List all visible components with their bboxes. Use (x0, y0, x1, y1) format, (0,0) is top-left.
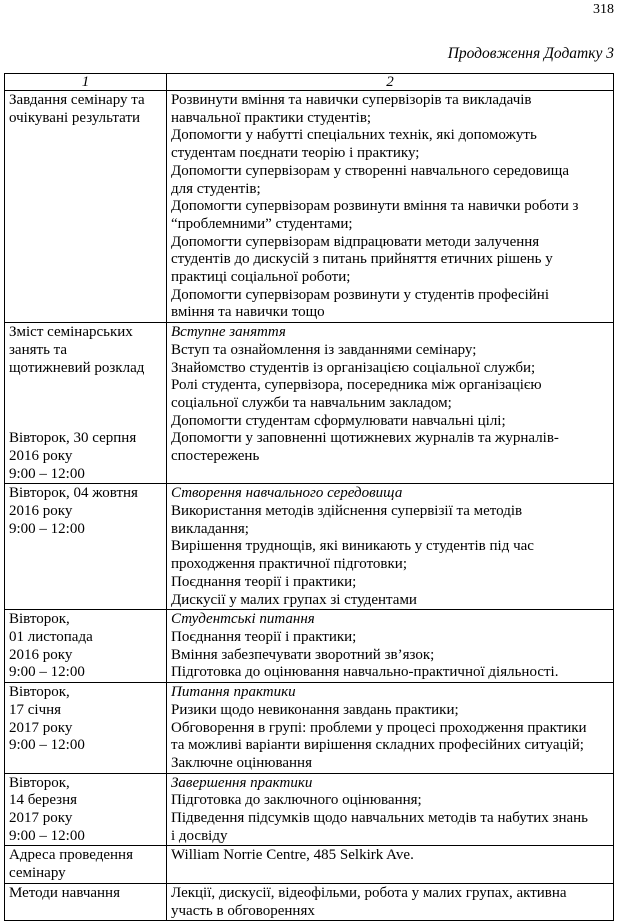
content-line: Підведення підсумків щодо навчальних методів та набутих знань (171, 810, 589, 827)
session-title: Студентські питання (171, 611, 315, 628)
table-row-session-4 (5, 683, 614, 774)
content-line: Заключне оцінювання (171, 754, 312, 771)
label-line: щотижневий розклад (9, 359, 145, 376)
address-text: William Norrie Centre, 485 Selkirk Ave. (171, 847, 414, 864)
row-content (167, 610, 614, 683)
date-line: 14 березня (9, 792, 78, 809)
row-content (167, 323, 614, 484)
content-line: студентам поєднати теорію і практику; (171, 145, 420, 162)
content-line: Дискусії у малих групах зі студентами (171, 591, 417, 608)
content-line: Ролі студента, супервізора, посередника між організацією (171, 377, 542, 394)
row-content (167, 883, 614, 920)
content-line: “проблемними” студентами; (171, 215, 353, 232)
row-label (5, 484, 167, 610)
content-line: для студентів; (171, 180, 261, 197)
row-content (167, 484, 614, 610)
table-row-address (5, 846, 614, 883)
row-content (167, 683, 614, 774)
content-line: Допомогти студентам сформулювати навчальні цілі; (171, 412, 506, 429)
content-line: Лекції, дискусії, відеофільми, робота у малих групах, активна (171, 884, 567, 901)
content-line: і досвіду (171, 827, 228, 844)
date-line: Вівторок, 04 жовтня (9, 485, 138, 502)
row-label (5, 610, 167, 683)
continuation-label: Продовження Додатку 3 (447, 45, 614, 62)
time-line: 9:00 – 12:00 (9, 664, 85, 681)
content-line: Підготовка до оцінювання навчально-практичної діяльності. (171, 664, 559, 681)
date-line: 2016 року (9, 646, 73, 663)
content-line: Поєднання теорії і практики; (171, 573, 357, 590)
label-line: Зміст семінарських (9, 324, 133, 341)
time-line: 9:00 – 12:00 (9, 520, 85, 537)
date-line: 01 листопада (9, 628, 93, 645)
page-number: 318 (593, 2, 614, 17)
content-line: Допомогти у заповненні щотижневих журналів та журналів- (171, 430, 559, 447)
row-label (5, 883, 167, 920)
row-content (167, 773, 614, 846)
content-line: соціальної служби та навчальним закладом; (171, 394, 452, 411)
date-line: 2017 року (9, 719, 73, 736)
seminar-table (4, 73, 614, 921)
content-line: студентів до дискусій з питань прийняття етичних рішень у (171, 251, 553, 268)
spacer (9, 377, 162, 430)
session-title: Створення навчального середовища (171, 485, 403, 502)
table-row-session-2 (5, 484, 614, 610)
row-content (167, 846, 614, 883)
time-line: 9:00 – 12:00 (9, 465, 85, 482)
session-title: Вступне заняття (171, 324, 286, 341)
content-line: участь в обговореннях (171, 902, 315, 919)
content-line: Допомогти у набутті спеціальних технік, які допоможуть (171, 127, 537, 144)
row-label (5, 323, 167, 484)
date-line: 2017 року (9, 810, 73, 827)
session-title: Питання практики (171, 684, 296, 701)
label-line: Методи навчання (9, 884, 120, 901)
content-line: Поєднання теорії і практики; (171, 628, 357, 645)
content-line: Вступ та ознайомлення із завданнями семінару; (171, 341, 477, 358)
content-line: викладання; (171, 520, 249, 537)
content-line: Вміння забезпечувати зворотний зв’язок; (171, 646, 435, 663)
column-header-2: 2 (167, 74, 614, 91)
content-line: Допомогти супервізорам у створенні навчального середовища (171, 162, 569, 179)
content-line: Обговорення в групі: проблеми у процесі проходження практики (171, 719, 587, 736)
column-header-1: 1 (5, 74, 167, 91)
date-line: Вівторок, (9, 684, 70, 701)
content-line: вміння та навички тощо (171, 304, 325, 321)
table-row-methods (5, 883, 614, 920)
date-line: 2016 року (9, 503, 73, 520)
label-line: очікувані результати (9, 109, 141, 126)
table-row-tasks (5, 91, 614, 323)
content-line: Допомогти супервізорам розвинути вміння та навички роботи з (171, 198, 579, 215)
content-line: практиці соціальної роботи; (171, 269, 351, 286)
time-line: 9:00 – 12:00 (9, 827, 85, 844)
table-row-session-1 (5, 323, 614, 484)
content-line: Розвинути вміння та навички супервізорів та викладачів (171, 92, 532, 108)
session-title: Завершення практики (171, 774, 313, 791)
date-line: 17 січня (9, 701, 62, 718)
date-line: Вівторок, (9, 611, 70, 628)
content-line: Допомогти супервізорам відпрацювати методи залучення (171, 233, 540, 250)
table-row-session-3 (5, 610, 614, 683)
row-label (5, 683, 167, 774)
label-line: семінару (9, 865, 66, 882)
content-line: спостережень (171, 448, 260, 465)
content-line: Ризики щодо невиконання завдань практики; (171, 701, 459, 718)
content-line: Підготовка до заключного оцінювання; (171, 792, 422, 809)
row-label (5, 773, 167, 846)
content-line: Використання методів здійснення супервізії та методів (171, 503, 523, 520)
row-content (167, 91, 614, 323)
table-header-row (5, 74, 614, 91)
date-line: 2016 року (9, 447, 73, 464)
row-label (5, 91, 167, 323)
content-line: навчальної практики студентів; (171, 109, 372, 126)
content-line: Допомогти супервізорам розвинути у студентів професійні (171, 286, 549, 303)
content-line: проходження практичної підготовки; (171, 556, 407, 573)
content-line: Вирішення труднощів, які виникають у студентів під час (171, 538, 534, 555)
content-line: та можливі варіанти вирішення складних професійних ситуацій; (171, 737, 584, 754)
date-line: Вівторок, (9, 774, 70, 791)
row-label (5, 846, 167, 883)
label-line: Адреса проведення (9, 847, 133, 864)
label-line: занять та (9, 341, 68, 358)
date-line: Вівторок, 30 серпня (9, 430, 137, 447)
content-line: Знайомство студентів із організацією соціальної служби; (171, 359, 536, 376)
time-line: 9:00 – 12:00 (9, 737, 85, 754)
table-row-session-5 (5, 773, 614, 846)
label-line: Завдання семінару та (9, 92, 145, 108)
